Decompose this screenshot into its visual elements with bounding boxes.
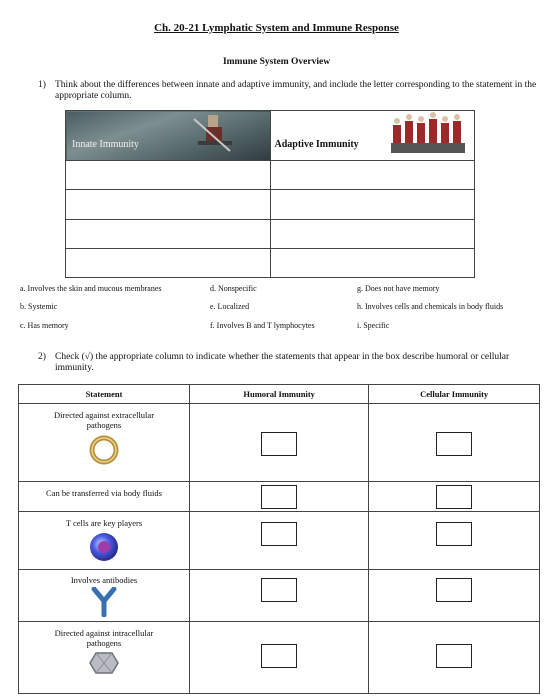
virus-icon xyxy=(84,650,124,676)
warrior-image xyxy=(186,111,241,159)
statement-text: Can be transferred via body fluids xyxy=(46,488,162,498)
humoral-checkbox[interactable] xyxy=(261,485,297,509)
question1-number: 1) xyxy=(38,80,46,90)
option-d: d. Nonspecific xyxy=(210,284,257,293)
adaptive-label: Adaptive Immunity xyxy=(274,139,359,150)
t-cell-icon xyxy=(88,531,120,563)
innate-cell[interactable] xyxy=(66,161,271,190)
innate-header-cell xyxy=(66,111,271,161)
statement-text: Involves antibodies xyxy=(70,575,138,585)
table-row xyxy=(19,482,190,512)
question2-text: Check (√) the appropriate column to indicate whether the statements that appear in the box describe humoral or cellular immunity. xyxy=(55,352,510,373)
chapter-title: Ch. 20-21 Lymphatic System and Immune Response xyxy=(154,22,399,34)
col-header-statement: Statement xyxy=(19,385,190,404)
statement-text: Directed against extracellular pathogens xyxy=(53,410,155,430)
adaptive-cell[interactable] xyxy=(270,190,475,219)
innate-cell[interactable] xyxy=(66,190,271,219)
adaptive-header-cell xyxy=(270,111,475,161)
statement-text: T cells are key players xyxy=(65,518,143,528)
cellular-checkbox[interactable] xyxy=(436,522,472,546)
option-g: g. Does not have memory xyxy=(357,284,440,293)
cellular-checkbox[interactable] xyxy=(436,578,472,602)
option-f: f. Involves B and T lymphocytes xyxy=(210,321,315,330)
option-a: a. Involves the skin and mucous membranes xyxy=(20,284,162,293)
cellular-checkbox[interactable] xyxy=(436,432,472,456)
humoral-checkbox[interactable] xyxy=(261,522,297,546)
section-title: Immune System Overview xyxy=(222,57,331,67)
question2-number: 2) xyxy=(38,352,46,362)
humoral-checkbox[interactable] xyxy=(261,432,297,456)
option-h: h. Involves cells and chemicals in body fluids xyxy=(357,302,504,311)
soldiers-image xyxy=(389,111,475,159)
col-header-cellular: Cellular Immunity xyxy=(369,385,540,404)
innate-cell[interactable] xyxy=(66,248,271,277)
adaptive-cell[interactable] xyxy=(270,161,475,190)
innate-cell[interactable] xyxy=(66,219,271,248)
table-row xyxy=(19,570,190,622)
option-e: e. Localized xyxy=(210,302,250,311)
cellular-checkbox[interactable] xyxy=(436,485,472,509)
innate-adaptive-table xyxy=(65,110,475,278)
humoral-cellular-table xyxy=(18,384,540,694)
question1-text: Think about the differences between innate and adaptive immunity, and include the letter corresponding to the statement in the appropriate column. xyxy=(55,80,537,101)
statement-text: Directed against intracellular pathogens xyxy=(54,628,154,648)
ring-pathogen-icon xyxy=(88,434,120,466)
cellular-checkbox[interactable] xyxy=(436,644,472,668)
humoral-checkbox[interactable] xyxy=(261,578,297,602)
innate-label: Innate Immunity xyxy=(72,139,139,150)
humoral-checkbox[interactable] xyxy=(261,644,297,668)
antibody-icon xyxy=(90,587,118,617)
adaptive-cell[interactable] xyxy=(270,219,475,248)
option-b: b. Systemic xyxy=(20,302,58,311)
option-i: i. Specific xyxy=(357,321,390,330)
table-row xyxy=(19,512,190,570)
col-header-humoral: Humoral Immunity xyxy=(190,385,369,404)
table-row xyxy=(19,404,190,482)
adaptive-cell[interactable] xyxy=(270,248,475,277)
table-row xyxy=(19,622,190,694)
option-c: c. Has memory xyxy=(20,321,69,330)
